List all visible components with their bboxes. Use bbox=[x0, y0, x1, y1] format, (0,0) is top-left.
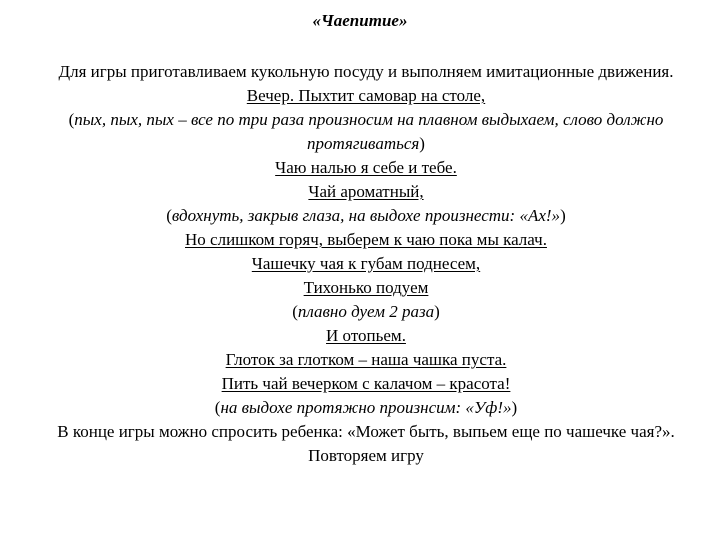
note-paren-open: ( bbox=[214, 398, 221, 417]
intro-text: Для игры приготавливаем кукольную посуду и выполняем имитационные движения. bbox=[58, 62, 674, 81]
note-text: на выдохе протяжно произнсим: «Уф!» bbox=[220, 398, 512, 417]
verse-line-7: И отопьем. bbox=[326, 326, 406, 345]
note-paren-close: ) bbox=[560, 206, 566, 225]
note-paren-close: ) bbox=[419, 134, 425, 153]
note-paren-open: ( bbox=[292, 302, 298, 321]
note-paren-close: ) bbox=[511, 398, 518, 417]
note-text: плавно дуем 2 раза bbox=[297, 302, 435, 321]
verse-line-4: Но слишком горяч, выберем к чаю пока мы калач. bbox=[185, 230, 547, 249]
verse-line-8: Глоток за глотком – наша чашка пуста. bbox=[225, 350, 507, 369]
verse-line-9: Пить чай вечерком с калачом – красота! bbox=[221, 374, 511, 393]
instruction-note-2 bbox=[40, 204, 692, 228]
note-paren-open: ( bbox=[166, 206, 172, 225]
instruction-note-4 bbox=[40, 396, 692, 420]
verse-line-6: Тихонько подуем bbox=[303, 278, 429, 297]
game-description bbox=[40, 60, 692, 468]
note-text: пых, пых, пых – все по три раза произносим на плавном выдыхаем, слово должно протягиваться bbox=[74, 110, 664, 153]
verse-line-2: Чаю налью я себе и тебе. bbox=[275, 158, 457, 177]
verse-line-5: Чашечку чая к губам поднесем, bbox=[251, 254, 481, 273]
page-title: «Чаепитие» bbox=[312, 11, 408, 30]
verse-line-3: Чай ароматный, bbox=[308, 182, 424, 201]
note-paren-open: ( bbox=[68, 110, 75, 129]
note-paren-close: ) bbox=[434, 302, 440, 321]
verse-line-1: Вечер. Пыхтит самовар на столе, bbox=[246, 86, 486, 105]
note-text: вдохнуть, закрыв глаза, на выдохе произнести: «Ах!» bbox=[171, 206, 561, 225]
instruction-note-3 bbox=[40, 300, 692, 324]
instruction-note-1 bbox=[40, 108, 692, 156]
outro-text: В конце игры можно спросить ребенка: «Может быть, выпьем еще по чашечке чая?». Повторяем игру bbox=[57, 422, 675, 465]
